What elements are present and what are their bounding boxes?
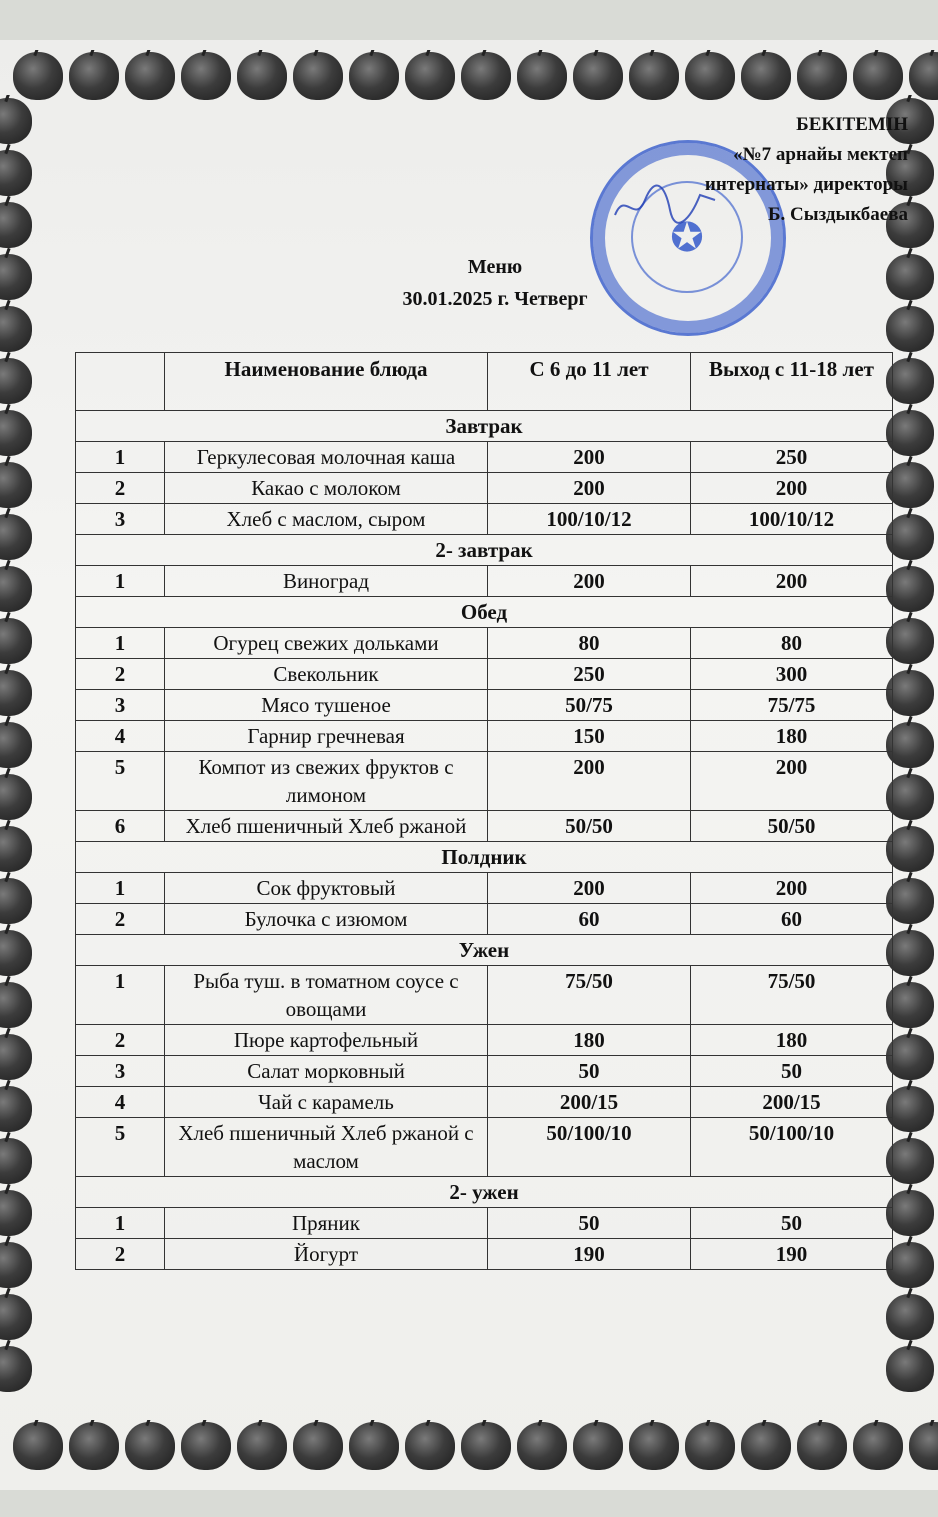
apple-icon [886,462,934,508]
approval-role: интернаты» директоры [704,174,908,195]
portion-11-18: 50/100/10 [691,1118,893,1177]
section-title: Завтрак [76,411,893,442]
apple-icon [741,1422,791,1470]
apple-icon [886,670,934,716]
portion-11-18: 80 [691,628,893,659]
table-row [76,659,893,690]
apple-icon [0,1190,32,1236]
row-number: 4 [76,721,165,752]
portion-6-11: 50/75 [488,690,691,721]
apple-icon [237,52,287,100]
portion-11-18: 200 [691,873,893,904]
apple-icon [886,722,934,768]
apple-icon [181,1422,231,1470]
row-number: 1 [76,442,165,473]
table-row [76,966,893,1025]
dish-name: Салат морковный [165,1056,488,1087]
section-row [76,597,893,628]
apple-icon [629,1422,679,1470]
apple-icon [0,1242,32,1288]
table-row [76,566,893,597]
portion-6-11: 75/50 [488,966,691,1025]
portion-11-18: 200 [691,752,893,811]
table-row [76,628,893,659]
portion-11-18: 200/15 [691,1087,893,1118]
table-row [76,442,893,473]
portion-6-11: 200 [488,566,691,597]
portion-11-18: 50 [691,1056,893,1087]
portion-11-18: 60 [691,904,893,935]
apple-icon [349,1422,399,1470]
row-number: 5 [76,752,165,811]
apple-icon [853,52,903,100]
portion-6-11: 80 [488,628,691,659]
dish-name: Огурец свежих дольками [165,628,488,659]
apple-icon [741,52,791,100]
row-number: 1 [76,966,165,1025]
row-number: 1 [76,1208,165,1239]
dish-name: Виноград [165,566,488,597]
table-row [76,1239,893,1270]
apple-icon [0,878,32,924]
portion-6-11: 60 [488,904,691,935]
apple-icon [517,1422,567,1470]
dish-name: Булочка с изюмом [165,904,488,935]
portion-6-11: 200 [488,473,691,504]
apple-icon [886,514,934,560]
portion-6-11: 200 [488,752,691,811]
apple-icon [886,1138,934,1184]
section-row [76,535,893,566]
table-row [76,811,893,842]
row-number: 2 [76,659,165,690]
apple-icon [0,1086,32,1132]
apple-icon [0,306,32,352]
row-number: 2 [76,1025,165,1056]
portion-6-11: 200 [488,873,691,904]
portion-11-18: 75/75 [691,690,893,721]
apple-icon [886,1294,934,1340]
approval-heading: БЕКІТЕМІН [796,114,908,135]
portion-6-11: 100/10/12 [488,504,691,535]
apple-icon [573,1422,623,1470]
apple-icon [13,1422,63,1470]
approval-school: «№7 арнайы мектеп [733,144,908,165]
apple-icon [293,1422,343,1470]
apple-icon [405,52,455,100]
signature-icon [610,180,720,230]
apple-icon [0,98,32,144]
emblem-icon: ✪ [631,181,743,293]
apple-icon [886,1242,934,1288]
table-row [76,1025,893,1056]
dish-name: Компот из свежих фруктов с лимоном [165,752,488,811]
apple-icon [886,1190,934,1236]
table-row [76,1056,893,1087]
apple-icon [0,150,32,196]
apple-icon [573,52,623,100]
apple-icon [0,722,32,768]
apple-icon [0,670,32,716]
portion-6-11: 50/50 [488,811,691,842]
dish-name: Рыба туш. в томатном соусе с овощами [165,966,488,1025]
apple-icon [0,774,32,820]
apple-icon [517,52,567,100]
apple-icon [125,52,175,100]
apple-icon [293,52,343,100]
apple-icon [0,462,32,508]
apple-icon [853,1422,903,1470]
apple-icon [886,358,934,404]
portion-11-18: 300 [691,659,893,690]
section-row [76,1177,893,1208]
apple-icon [0,1294,32,1340]
table-header-row [76,353,893,411]
portion-11-18: 200 [691,566,893,597]
section-row [76,411,893,442]
row-number: 6 [76,811,165,842]
header-age-6-11: С 6 до 11 лет [488,353,691,411]
apple-icon [629,52,679,100]
dish-name: Свекольник [165,659,488,690]
apple-icon [886,826,934,872]
portion-6-11: 190 [488,1239,691,1270]
portion-6-11: 200/15 [488,1087,691,1118]
header-number [76,353,165,411]
dish-name: Гарнир гречневая [165,721,488,752]
dish-name: Пюре картофельный [165,1025,488,1056]
table-row [76,873,893,904]
apple-icon [0,1346,32,1392]
row-number: 1 [76,566,165,597]
portion-11-18: 180 [691,1025,893,1056]
apple-icon [181,52,231,100]
portion-11-18: 180 [691,721,893,752]
apple-icon [886,878,934,924]
header-dish: Наименование блюда [165,353,488,411]
portion-11-18: 50/50 [691,811,893,842]
section-row [76,842,893,873]
dish-name: Хлеб пшеничный Хлеб ржаной с маслом [165,1118,488,1177]
table-row [76,904,893,935]
portion-6-11: 50 [488,1056,691,1087]
dish-name: Хлеб пшеничный Хлеб ржаной [165,811,488,842]
apple-icon [685,1422,735,1470]
table-row [76,752,893,811]
table-row [76,721,893,752]
apple-icon [237,1422,287,1470]
section-title: 2- завтрак [76,535,893,566]
apple-icon [461,52,511,100]
apple-icon [0,1034,32,1080]
apple-icon [349,52,399,100]
page-title: Меню [467,256,523,278]
portion-6-11: 180 [488,1025,691,1056]
portion-11-18: 75/50 [691,966,893,1025]
apple-icon [69,1422,119,1470]
dish-name: Чай с карамель [165,1087,488,1118]
dish-name: Хлеб с маслом, сыром [165,504,488,535]
portion-11-18: 100/10/12 [691,504,893,535]
dish-name: Йогурт [165,1239,488,1270]
row-number: 3 [76,1056,165,1087]
portion-11-18: 200 [691,473,893,504]
apple-icon [405,1422,455,1470]
apple-icon [0,566,32,612]
apple-icon [0,202,32,248]
apple-icon [909,52,938,100]
apple-icon [886,618,934,664]
section-title: Обед [76,597,893,628]
apple-icon [69,52,119,100]
table-row [76,1118,893,1177]
apple-icon [797,52,847,100]
row-number: 3 [76,504,165,535]
apple-icon [909,1422,938,1470]
row-number: 1 [76,628,165,659]
apple-icon [886,774,934,820]
approval-block [705,110,908,230]
apple-icon [886,1034,934,1080]
decorative-border-top [10,50,938,110]
apple-icon [0,410,32,456]
apple-icon [797,1422,847,1470]
dish-name: Мясо тушеное [165,690,488,721]
row-number: 2 [76,1239,165,1270]
apple-icon [0,982,32,1028]
apple-icon [886,306,934,352]
row-number: 5 [76,1118,165,1177]
apple-icon [0,514,32,560]
approval-director: Б. Сыздыкбаева [767,204,908,225]
table-row [76,690,893,721]
apple-icon [886,930,934,976]
apple-icon [886,1346,934,1392]
portion-6-11: 200 [488,442,691,473]
portion-11-18: 250 [691,442,893,473]
portion-6-11: 150 [488,721,691,752]
apple-icon [685,52,735,100]
row-number: 2 [76,904,165,935]
section-row [76,935,893,966]
portion-6-11: 50 [488,1208,691,1239]
apple-icon [461,1422,511,1470]
apple-icon [0,930,32,976]
portion-6-11: 250 [488,659,691,690]
row-number: 4 [76,1087,165,1118]
row-number: 3 [76,690,165,721]
portion-11-18: 190 [691,1239,893,1270]
header-age-11-18: Выход с 11-18 лет [691,353,893,411]
portion-11-18: 50 [691,1208,893,1239]
table-row [76,504,893,535]
section-title: 2- ужен [76,1177,893,1208]
menu-date: 30.01.2025 г. Четверг [402,288,588,310]
apple-icon [0,618,32,664]
apple-icon [886,566,934,612]
menu-table [75,352,893,1270]
apple-icon [125,1422,175,1470]
apple-icon [886,982,934,1028]
table-row [76,1087,893,1118]
table-row [76,473,893,504]
apple-icon [0,1138,32,1184]
apple-icon [886,1086,934,1132]
apple-icon [886,410,934,456]
section-title: Полдник [76,842,893,873]
apple-icon [0,358,32,404]
portion-6-11: 50/100/10 [488,1118,691,1177]
dish-name: Пряник [165,1208,488,1239]
decorative-border-bottom [10,1420,938,1480]
row-number: 1 [76,873,165,904]
dish-name: Какао с молоком [165,473,488,504]
section-title: Ужен [76,935,893,966]
row-number: 2 [76,473,165,504]
dish-name: Геркулесовая молочная каша [165,442,488,473]
table-row [76,1208,893,1239]
apple-icon [13,52,63,100]
apple-icon [0,826,32,872]
dish-name: Сок фруктовый [165,873,488,904]
